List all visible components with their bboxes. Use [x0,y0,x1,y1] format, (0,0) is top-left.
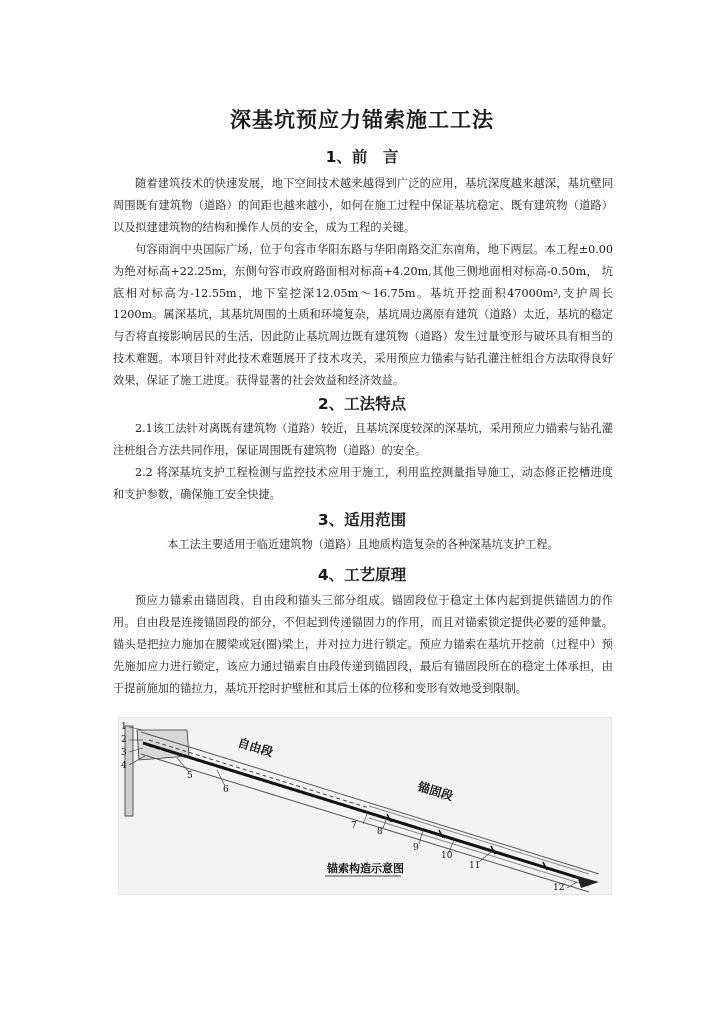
part-number-label: 10 [441,851,453,861]
free-segment-label: 自由段 [236,735,275,760]
borehole-upper-edge [141,732,599,874]
part-number-label: 8 [377,827,383,837]
anchor-cable-diagram [118,717,612,895]
part-number-label: 7 [351,821,357,831]
part-number-label: 11 [469,861,481,871]
part-number-label: 2 [121,735,127,745]
part-number-label: 6 [223,785,229,795]
anchor-cable-drawing [119,718,611,894]
figure-caption: 锚索构造示意图 [327,862,404,875]
part-number-label: 1 [121,722,127,732]
part-number-label: 9 [413,843,419,853]
section-heading-features: 2、工法特点 [317,395,407,413]
section-heading-scope: 3、适用范围 [317,511,407,529]
section-heading-preface: 1、前 言 [325,148,399,166]
paragraph: 2.1该工法针对离既有建筑物（道路）较近，且基坑深度较深的深基坑，采用预应力锚索与钻孔灌注桩组合方法共同作用，保证周围既有建筑物（道路）的安全。 [113,422,613,457]
document-title: 深基坑预应力锚索施工工法 [230,108,494,132]
paragraph: 句容雨润中央国际广场，位于句容市华阳东路与华阳南路交汇东南角，地下两层。本工程±0.00为绝对标高+22.25m，东侧句容市政府路面相对标高+4.20m,其他三侧地面相对标高-0.50m， 坑底相对标高为-12.55m，地下室挖深12.05m～16.75m。基坑开挖面积47000m²,支护周长1200m。属深基坑，其基坑周围的土质和环境复杂，基坑周边离原有建筑（道路）太近，基坑的稳定与否将直接影响居民的生活，因此防止基坑周边既有建筑物（道路）发生过量变形与破坏具有相当的技术难题。本项目针对此技术难题展开了技术攻关，采用预应力锚索与钻孔灌注桩组合方法取得良好效果，保证了施工进度。获得显著的社会效益和经济效益。 [113,242,613,388]
grout-body-lower [369,818,589,886]
anchor-tendon [143,743,589,881]
paragraph: 2.2 将深基坑支护工程检测与监控技术应用于施工，利用监控测量指导施工，动态修正挖槽进度和支护参数，确保施工安全快捷。 [113,465,613,501]
part-number-label: 3 [121,748,127,758]
part-number-label: 4 [121,761,127,771]
paragraph: 预应力锚索由锚固段、自由段和锚头三部分组成。锚固段位于稳定土体内起到提供锚固力的作用。自由段是连接锚固段的部分，不但起到传递锚固力的作用，而且对锚索锁定提供必要的延伸量。锚头是把拉力施加在腰梁或冠(圈)梁上，并对拉力进行锁定。预应力锚索在基坑开挖前（过程中）预先施加应力进行锁定，该应力通过锚索自由段传递到锚固段，最后有锚固段所在的稳定土体承担，由于提前施加的锚拉力，基坑开挖时护壁桩和其后土体的位移和变形有效地受到限制。 [113,594,613,695]
section-body-principle [113,590,613,700]
part-number-label: 12 [553,883,565,893]
section-body-features [113,418,613,506]
part-number-label: 5 [187,771,193,781]
anchorage-segment-label: 锚固段 [416,779,455,804]
section-body-preface [113,173,613,392]
paragraph: 本工法主要适用于临近建筑物（道路）且地质构造复杂的各种深基坑支护工程。 [167,538,559,551]
section-heading-principle: 4、工艺原理 [317,566,407,584]
section-body-scope [113,534,613,556]
paragraph: 随着建筑技术的快速发展，地下空间技术越来越得到广泛的应用，基坑深度越来越深，基坑壁同周围既有建筑物（道路）的间距也越来越小，如何在施工过程中保证基坑稳定、既有建筑物（道路）以及拟建建筑物的结构和操作人员的安全，成为工程的关键。 [113,177,613,234]
